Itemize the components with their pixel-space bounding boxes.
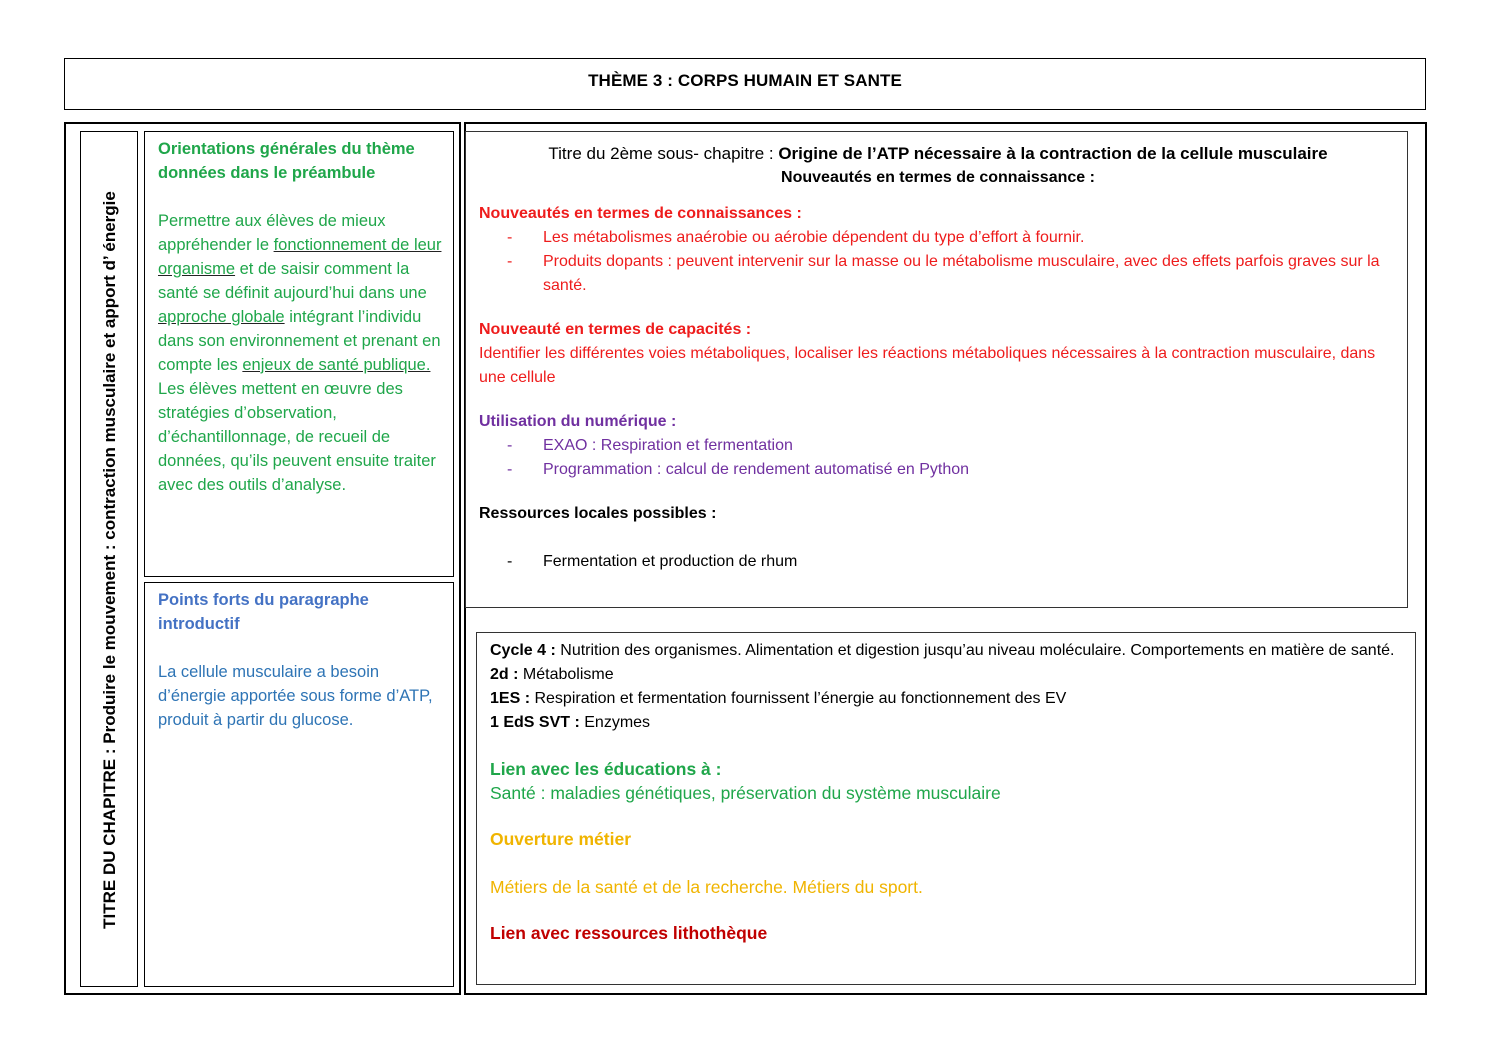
digital-heading: Utilisation du numérique : (479, 413, 677, 430)
points-forts-content (158, 588, 445, 732)
sub-chapter-label: Titre du 2ème sous- chapitre : (548, 144, 779, 163)
theme-header (64, 58, 1426, 110)
orientations-heading-line1: Orientations générales du thème (158, 140, 415, 158)
underlined-term: enjeux de santé publique. (242, 356, 431, 374)
orientations-paragraph-1 (158, 209, 445, 377)
sub-chapter-panel (465, 131, 1408, 608)
digital-item (507, 458, 1397, 482)
knowledge-item-text: Les métabolismes anaérobie ou aérobie dépendent du type d’effort à fournir. (543, 229, 1085, 246)
career-text: Métiers de la santé et de la recherche. Métiers du sport. (490, 877, 923, 897)
sub-chapter-title-line (479, 142, 1397, 166)
digital-item-text: EXAO : Respiration et fermentation (543, 437, 793, 454)
chapter-title-box (80, 131, 138, 987)
digital-item (507, 434, 1397, 458)
sub-chapter-content (479, 142, 1397, 574)
points-forts-text: La cellule musculaire a besoin d’énergie apportée sous forme d’ATP, produit à partir du glucose. (158, 663, 433, 729)
links-panel (476, 632, 1416, 985)
bullet-dash: - (507, 229, 513, 246)
level-link (490, 639, 1405, 663)
theme-title: THÈME 3 : CORPS HUMAIN ET SANTE (588, 71, 902, 90)
level-label: 1ES : (490, 690, 531, 707)
text-run: Permettre aux élèves de mieux appréhender le (158, 212, 386, 254)
sub-chapter-title: Origine de l’ATP nécessaire à la contraction de la cellule musculaire (778, 144, 1328, 163)
points-forts-heading (158, 588, 445, 636)
local-resource-item-text: Fermentation et production de rhum (543, 553, 798, 570)
bullet-dash: - (507, 253, 513, 270)
bullet-dash: - (507, 553, 513, 570)
digital-item-text: Programmation : calcul de rendement automatisé en Python (543, 461, 970, 478)
links-content (490, 639, 1405, 945)
knowledge-item (507, 226, 1397, 250)
level-link (490, 711, 1405, 735)
local-resources-heading: Ressources locales possibles : (479, 505, 717, 522)
bullet-dash: - (507, 437, 513, 454)
underlined-term: approche globale (158, 308, 285, 326)
knowledge-item-text: Produits dopants : peuvent intervenir sur la masse ou le métabolisme musculaire, avec des effets parfois graves sur la santé. (543, 253, 1380, 294)
level-text: Respiration et fermentation fournissent l’énergie au fonctionnement des EV (530, 690, 1067, 707)
chapter-title: TITRE DU CHAPITRE : Produire le mouvement : contraction musculaire et apport d’ énergie (100, 191, 119, 929)
sub-chapter-subtitle: Nouveautés en termes de connaissance : (781, 169, 1095, 186)
education-heading: Lien avec les éducations à : (490, 759, 722, 779)
underlined-term: fonctionnement de leur organisme (158, 236, 442, 278)
education-text: Santé : maladies génétiques, préservation du système musculaire (490, 783, 1001, 803)
bullet-dash: - (507, 461, 513, 478)
level-link (490, 663, 1405, 687)
orientations-paragraph-2: Les élèves mettent en œuvre des stratégies d’observation, d’échantillonnage, de recueil de données, qu’ils peuvent ensuite traiter avec des outils d’analyse. (158, 380, 436, 494)
level-label: 2d : (490, 666, 519, 683)
text-run: intégrant l’individu dans son environnement et prenant en compte les (158, 308, 441, 374)
capacities-heading: Nouveauté en termes de capacités : (479, 321, 752, 338)
points-forts-heading-line2: introductif (158, 615, 240, 633)
knowledge-heading: Nouveautés en termes de connaissances : (479, 205, 802, 222)
local-resource-item (507, 550, 1397, 574)
level-text: Métabolisme (518, 666, 614, 683)
career-heading: Ouverture métier (490, 829, 632, 849)
level-text: Enzymes (579, 714, 651, 731)
orientations-panel (144, 131, 454, 577)
knowledge-item (507, 250, 1397, 298)
lithotheque-heading: Lien avec ressources lithothèque (490, 923, 768, 943)
orientations-heading (158, 137, 445, 185)
capacities-text: Identifier les différentes voies métaboliques, localiser les réactions métaboliques nécessaires à la contraction musculaire, dans une cellule (479, 345, 1376, 386)
level-label: 1 EdS SVT : (490, 714, 580, 731)
points-forts-panel (144, 582, 454, 987)
points-forts-heading-line1: Points forts du paragraphe (158, 591, 369, 609)
level-link (490, 687, 1405, 711)
orientations-content (158, 137, 445, 497)
level-text: Nutrition des organismes. Alimentation et digestion jusqu’au niveau moléculaire. Comportements en matière de santé. (555, 642, 1395, 659)
text-run: et de saisir comment la santé se définit aujourd’hui dans une (158, 260, 427, 302)
level-label: Cycle 4 : (490, 642, 556, 659)
orientations-heading-line2: données dans le préambule (158, 164, 376, 182)
